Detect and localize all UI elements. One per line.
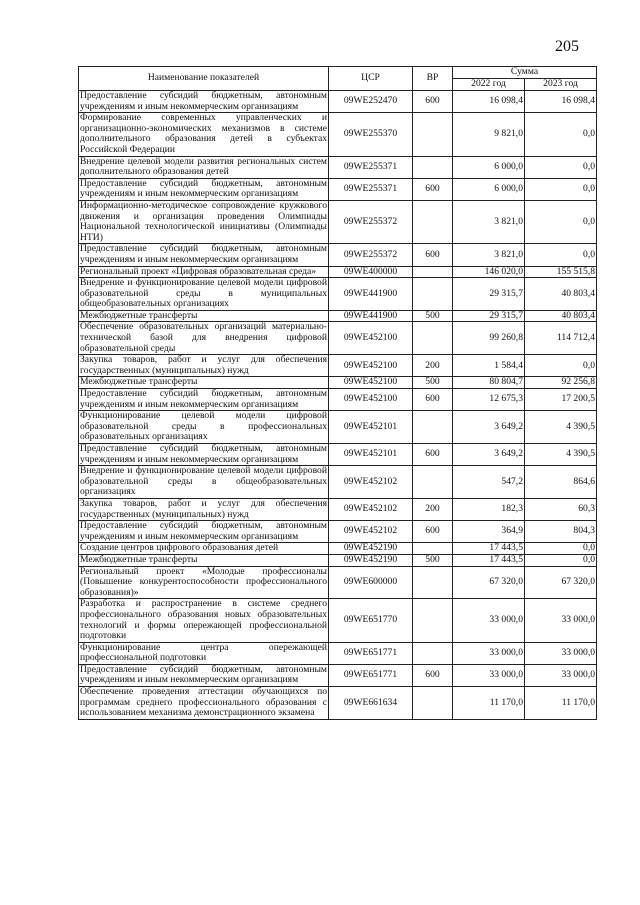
row-name: Предоставление субсидий бюджетным, автономным учреждениям и иным некоммерческим организациям [80, 90, 327, 112]
row-name: Предоставление субсидий бюджетным, автономным учреждениям и иным некоммерческим организациям [80, 443, 327, 465]
row-name: Создание центров цифрового образования детей [79, 543, 329, 555]
row-amount-2022: 80 804,7 [453, 377, 525, 389]
row-amount-2022: 33 000,0 [453, 599, 525, 642]
row-name: Межбюджетные трансферты [79, 377, 329, 389]
row-vr [413, 543, 453, 555]
table-row [79, 91, 597, 113]
row-vr [413, 599, 453, 642]
table-row [79, 113, 597, 156]
row-csr: 09WE441900 [329, 310, 413, 322]
row-vr [413, 266, 453, 278]
row-csr: 09WE452100 [329, 389, 413, 411]
row-vr [413, 278, 453, 311]
row-vr [413, 566, 453, 599]
table-row [79, 322, 597, 355]
table-header [79, 67, 597, 91]
row-amount-2022: 6 000,0 [453, 178, 525, 200]
table-row [79, 554, 597, 566]
row-csr: 09WE600000 [329, 566, 413, 599]
row-vr [413, 642, 453, 664]
row-amount-2022: 16 098,4 [453, 91, 525, 113]
row-vr [413, 411, 453, 444]
row-name: Разработка и распространение в системе среднего профессионального образования новых образовательных технологий и формы опережающей профессиональной подготовки [80, 598, 327, 642]
row-vr [413, 687, 453, 720]
table-row [79, 444, 597, 466]
row-vr: 500 [413, 310, 453, 322]
row-amount-2022: 3 821,0 [453, 244, 525, 266]
row-vr [413, 113, 453, 156]
row-name: Формирование современных управленческих и организационно-экономических механизмов в системе дополнительного образования детей в субъектах Российской Федерации [80, 112, 327, 155]
table-row [79, 156, 597, 178]
row-vr: 500 [413, 377, 453, 389]
row-amount-2022: 17 443,5 [453, 554, 525, 566]
row-amount-2023: 33 000,0 [525, 599, 597, 642]
row-vr: 200 [413, 355, 453, 377]
row-amount-2023: 0,0 [525, 355, 597, 377]
row-amount-2022: 17 443,5 [453, 543, 525, 555]
row-vr [413, 466, 453, 499]
table-row [79, 687, 597, 720]
row-amount-2023: 92 256,8 [525, 377, 597, 389]
row-name: Информационно-методическое сопровождение кружкового движения и организация проведения Олимпиады Национальной технологической инициативы (Олимпиады НТИ) [80, 199, 327, 243]
row-name: Межбюджетные трансферты [79, 554, 329, 566]
row-amount-2022: 11 170,0 [453, 687, 525, 720]
row-vr: 600 [413, 521, 453, 543]
row-vr: 500 [413, 554, 453, 566]
row-amount-2022: 33 000,0 [453, 664, 525, 686]
row-amount-2023: 17 200,5 [525, 389, 597, 411]
row-amount-2023: 67 320,0 [525, 566, 597, 599]
row-name: Внедрение и функционирование целевой модели цифровой образовательной среды в муниципальных общеобразовательных организациях [80, 277, 327, 310]
table-row [79, 599, 597, 642]
row-csr: 09WE255371 [329, 178, 413, 200]
row-name: Внедрение целевой модели развития региональных систем дополнительного образования детей [80, 155, 327, 178]
row-csr: 09WE452102 [329, 466, 413, 499]
row-name: Обеспечение образовательных организаций материально-технической базой для внедрения цифровой образовательной среды [80, 321, 327, 354]
row-name: Функционирование центра опережающей профессиональной подготовки [80, 641, 327, 664]
header-vr: ВР [413, 67, 453, 91]
header-csr: ЦСР [329, 67, 413, 91]
row-amount-2022: 3 649,2 [453, 444, 525, 466]
row-csr: 09WE661634 [329, 687, 413, 720]
table-row [79, 266, 597, 278]
row-amount-2023: 155 515,8 [525, 266, 597, 278]
row-csr: 09WE255371 [329, 156, 413, 178]
table-row [79, 310, 597, 322]
row-amount-2022: 182,3 [453, 498, 525, 520]
row-amount-2022: 29 315,7 [453, 278, 525, 311]
row-amount-2022: 146 020,0 [453, 266, 525, 278]
row-csr: 09WE252470 [329, 91, 413, 113]
row-csr: 09WE452102 [329, 521, 413, 543]
row-amount-2023: 0,0 [525, 113, 597, 156]
row-amount-2023: 40 803,4 [525, 310, 597, 322]
table-row [79, 377, 597, 389]
row-csr: 09WE452101 [329, 444, 413, 466]
row-name: Закупка товаров, работ и услуг для обеспечения государственных (муниципальных) нужд [80, 497, 327, 520]
row-name: Внедрение и функционирование целевой модели цифровой образовательной среды в общеобразовательных организациях [80, 465, 327, 498]
row-amount-2023: 4 390,5 [525, 444, 597, 466]
table-row [79, 498, 597, 520]
header-sum: Сумма [453, 67, 597, 79]
row-amount-2022: 67 320,0 [453, 566, 525, 599]
budget-table [78, 66, 597, 720]
row-name: Региональный проект «Молодые профессионалы (Повышение конкурентоспособности профессионального образования)» [80, 565, 327, 598]
row-csr: 09WE452101 [329, 411, 413, 444]
row-csr: 09WE651770 [329, 599, 413, 642]
row-csr: 09WE452100 [329, 377, 413, 389]
row-amount-2023: 0,0 [525, 554, 597, 566]
row-csr: 09WE452102 [329, 498, 413, 520]
row-csr: 09WE651771 [329, 642, 413, 664]
header-name: Наименование показателей [79, 67, 329, 91]
row-amount-2022: 3 821,0 [453, 200, 525, 243]
row-name: Предоставление субсидий бюджетным, автономным учреждениям и иным некоммерческим организациям [80, 663, 327, 686]
row-amount-2023: 0,0 [525, 244, 597, 266]
row-amount-2022: 6 000,0 [453, 156, 525, 178]
row-csr: 09WE255370 [329, 113, 413, 156]
row-amount-2023: 16 098,4 [525, 91, 597, 113]
row-csr: 09WE452100 [329, 355, 413, 377]
row-amount-2023: 0,0 [525, 200, 597, 243]
row-csr: 09WE452190 [329, 554, 413, 566]
row-amount-2022: 9 821,0 [453, 113, 525, 156]
row-amount-2023: 40 803,4 [525, 278, 597, 311]
row-amount-2022: 547,2 [453, 466, 525, 499]
table-row [79, 200, 597, 243]
row-amount-2022: 364,9 [453, 521, 525, 543]
row-csr: 09WE255372 [329, 200, 413, 243]
table-row [79, 278, 597, 311]
row-amount-2022: 1 584,4 [453, 355, 525, 377]
row-amount-2022: 12 675,3 [453, 389, 525, 411]
table-row [79, 543, 597, 555]
row-amount-2023: 33 000,0 [525, 664, 597, 686]
page-number: 205 [555, 38, 579, 55]
row-amount-2023: 4 390,5 [525, 411, 597, 444]
row-vr: 600 [413, 244, 453, 266]
row-amount-2022: 3 649,2 [453, 411, 525, 444]
row-csr: 09WE452190 [329, 543, 413, 555]
row-name: Предоставление субсидий бюджетным, автономным учреждениям и иным некоммерческим организациям [80, 520, 327, 542]
row-amount-2023: 11 170,0 [525, 687, 597, 720]
row-csr: 09WE452100 [329, 322, 413, 355]
row-csr: 09WE255372 [329, 244, 413, 266]
table-body [79, 91, 597, 720]
row-name: Обеспечение проведения аттестации обучающихся по программам среднего профессионального образования с использованием механизма демонстрационного экзамена [80, 686, 327, 719]
row-csr: 09WE651771 [329, 664, 413, 686]
row-name: Предоставление субсидий бюджетным, автономным учреждениям и иным некоммерческим организациям [80, 388, 327, 410]
row-vr [413, 322, 453, 355]
row-amount-2023: 804,3 [525, 521, 597, 543]
table-row [79, 411, 597, 444]
row-name: Межбюджетные трансферты [79, 310, 329, 322]
table-row [79, 566, 597, 599]
row-vr: 200 [413, 498, 453, 520]
table-row [79, 664, 597, 686]
header-year-2023: 2023 год [525, 79, 597, 91]
row-amount-2023: 864,6 [525, 466, 597, 499]
row-vr: 600 [413, 664, 453, 686]
row-name: Региональный проект «Цифровая образовательная среда» [79, 266, 329, 278]
table-row [79, 521, 597, 543]
row-vr [413, 156, 453, 178]
row-amount-2023: 33 000,0 [525, 642, 597, 664]
row-name: Закупка товаров, работ и услуг для обеспечения государственных (муниципальных) нужд [80, 354, 327, 376]
row-amount-2023: 0,0 [525, 543, 597, 555]
row-vr: 600 [413, 444, 453, 466]
row-csr: 09WE441900 [329, 278, 413, 311]
row-vr: 600 [413, 91, 453, 113]
table-row [79, 642, 597, 664]
row-amount-2023: 114 712,4 [525, 322, 597, 355]
table-row [79, 244, 597, 266]
header-year-2022: 2022 год [453, 79, 525, 91]
row-vr: 600 [413, 389, 453, 411]
row-amount-2023: 60,3 [525, 498, 597, 520]
row-amount-2022: 33 000,0 [453, 642, 525, 664]
row-vr [413, 200, 453, 243]
table-row [79, 466, 597, 499]
row-amount-2023: 0,0 [525, 156, 597, 178]
row-name: Функционирование целевой модели цифровой образовательной среды в профессиональных образовательных организациях [80, 410, 327, 443]
row-csr: 09WE400000 [329, 266, 413, 278]
table-row [79, 178, 597, 200]
row-vr: 600 [413, 178, 453, 200]
row-amount-2022: 99 260,8 [453, 322, 525, 355]
row-amount-2023: 0,0 [525, 178, 597, 200]
row-amount-2022: 29 315,7 [453, 310, 525, 322]
row-name: Предоставление субсидий бюджетным, автономным учреждениям и иным некоммерческим организациям [80, 243, 327, 265]
table-row [79, 355, 597, 377]
row-name: Предоставление субсидий бюджетным, автономным учреждениям и иным некоммерческим организациям [80, 177, 327, 200]
table-row [79, 389, 597, 411]
